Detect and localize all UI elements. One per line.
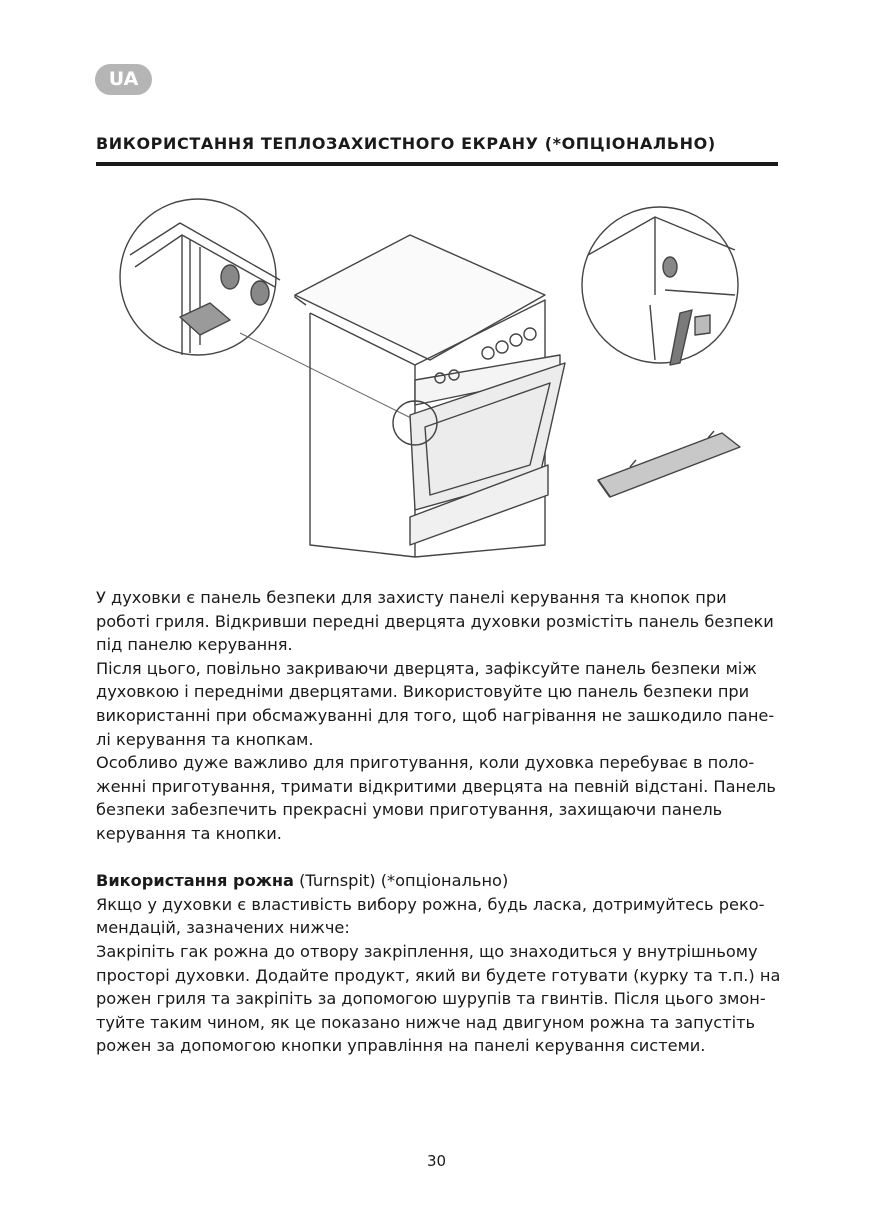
paragraph-line: У духовки є панель безпеки для захисту панелі керування та кнопок при bbox=[96, 588, 727, 607]
paragraph-line: рожен за допомогою кнопки управління на панелі керування системи. bbox=[96, 1036, 706, 1056]
turnspit-heading bbox=[96, 869, 786, 893]
paragraph-line: лі керування та кнопкам. bbox=[96, 729, 314, 749]
paragraph-line: безпеки забезпечить прекрасні умови приготування, захищаючи панель bbox=[96, 800, 723, 820]
paragraph-line: мендацій, зазначених нижче: bbox=[96, 918, 350, 938]
paragraph-line: роботі гриля. Відкривши передні дверцята духовки розмістіть панель безпеки bbox=[96, 611, 774, 631]
turnspit-heading-note: (Turnspit) (*опціонально) bbox=[293, 871, 509, 891]
cooker-heat-shield-illustration bbox=[110, 195, 780, 575]
magnified-shield-detail bbox=[582, 207, 738, 365]
heat-shield-panel bbox=[598, 431, 740, 497]
paragraph-line: женні приготування, тримати відкритими дверцята на певній відстані. Панель bbox=[96, 776, 776, 796]
cooker-outline bbox=[295, 235, 565, 557]
paragraph-line: керування та кнопки. bbox=[96, 823, 282, 843]
body-text bbox=[96, 586, 786, 1058]
section-title: ВИКОРИСТАННЯ ТЕПЛОЗАХИСТНОГО ЕКРАНУ (*ОПЦІОНАЛЬНО) bbox=[96, 134, 716, 153]
paragraph-line: духовкою і передніми дверцятами. Використовуйте цю панель безпеки при bbox=[96, 682, 750, 702]
paragraph-line: під панелю керування. bbox=[96, 635, 293, 655]
paragraph-line: використанні при обсмажуванні для того, щоб нагрівання не зашкодило пане- bbox=[96, 705, 775, 725]
paragraph-line: туйте таким чином, як це показано нижче над двигуном рожна та запустіть bbox=[96, 1012, 756, 1032]
turnspit-heading-bold: Використання рожна bbox=[96, 871, 294, 891]
magnified-knobs-detail bbox=[120, 199, 280, 355]
page-number: 30 bbox=[426, 1152, 447, 1170]
paragraph-line: Особливо дуже важливо для приготування, коли духовка перебуває в поло- bbox=[96, 753, 755, 773]
language-badge: UA bbox=[95, 64, 152, 95]
paragraph-line: рожен гриля та закріпіть за допомогою шурупів та гвинтів. Після цього змон- bbox=[96, 989, 766, 1009]
paragraph-line: Після цього, повільно закриваючи дверцята, зафіксуйте панель безпеки між bbox=[96, 658, 757, 678]
title-divider bbox=[96, 162, 778, 166]
paragraph-line: Якщо у духовки є властивість вибору рожна, будь ласка, дотримуйтесь реко- bbox=[96, 894, 765, 914]
paragraph-line: просторі духовки. Додайте продукт, який ви будете готувати (курку та т.п.) на bbox=[96, 965, 781, 985]
paragraph-line: Закріпіть гак рожна до отвору закріплення, що знаходиться у внутрішньому bbox=[96, 941, 758, 961]
